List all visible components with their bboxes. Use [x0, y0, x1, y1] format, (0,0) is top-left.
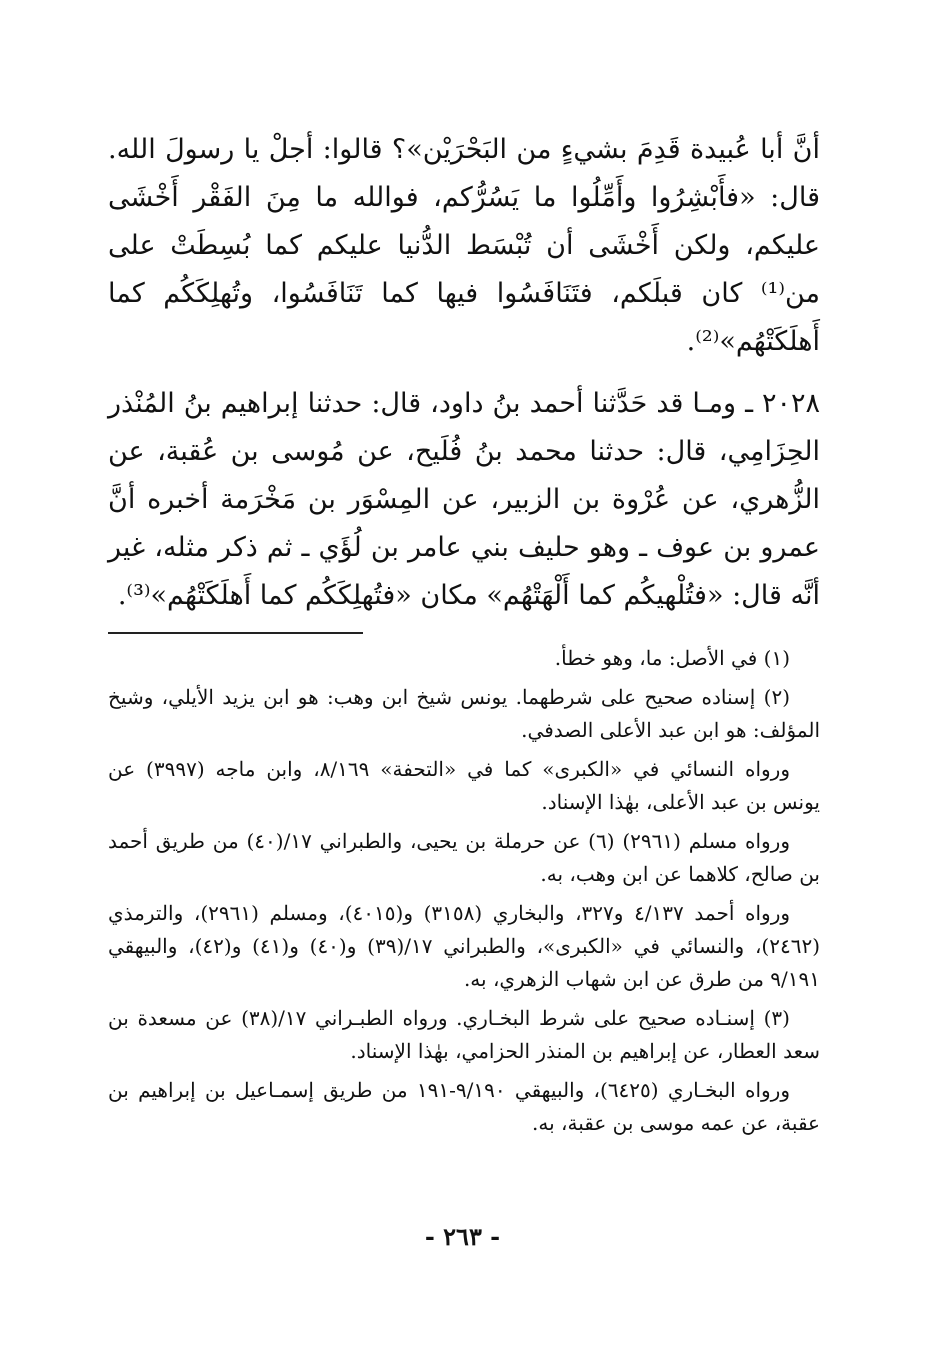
footnote-divider: [108, 632, 363, 634]
footnote-3-continued: ورواه البخـاري (٦٤٢٥)، والبيهقي ٩/١٩٠-١٩١ من طريق إسمـاعيل بن إبراهيم بن عقبة، عن عمه موسى بن عقبة، به.: [108, 1078, 820, 1135]
footnote-2-continued: ورواه مسلم (٢٩٦١) (٦) عن حرملة بن يحيى، والطبراني ١٧/(٤٠) من طريق أحمد بن صالح، كلاهما عن ابن وهب، به.: [108, 829, 820, 886]
footnote-3: (٣) إسنـاده صحيح على شرط البخـاري. ورواه الطبـراني ١٧/(٣٨) عن مسعدة بن سعد العطار، عن إبراهيم بن المنذر الحزامي، بهٰذا الإسناد.: [108, 1006, 820, 1063]
main-text: [108, 126, 820, 620]
footnote-1: (١) في الأصل: ما، وهو خطأ.: [554, 646, 790, 670]
footnote-2: (٢) إسناده صحيح على شرطهما. يونس شيخ ابن وهب: هو ابن يزيد الأيلي، وشيخ المؤلف: هو ابن عبد الأعلى الصدفي.: [108, 685, 820, 742]
page-content: [108, 126, 820, 1140]
main-paragraph: ٢٠٢٨ ـ ومـا قد حَدَّثنا أحمد بنُ داود، قال: حدثنا إبراهيم بنُ المُنْذر الحِزَامِي، قال: حدثنا محمد بنُ فُلَيح، عن مُوسى بن عُقبة، عن الزُّهري، عن عُرْوة بن الزبير، عن المِسْوَر بن مَخْرَمة أخبره أنَّ عمرو بن عوف ـ وهو حليف بني عامر بن لُؤَي ـ ثم ذكر مثله، غير أنَّه قال: «فتُلْهيكُم كما أَلْهَتْهُم» مكان «فتُهلِكَكُم كما أَهلَكَتْهُم»⁽³⁾.: [108, 388, 820, 611]
footnote-2-continued: ورواه أحمد ٤/١٣٧ و٣٢٧، والبخاري (٣١٥٨) و(٤٠١٥)، ومسلم (٢٩٦١)، والترمذي (٢٤٦٢)، والنسائي في «الكبرى»، والطبراني ١٧/(٣٩) و(٤٠) و(٤١) و(٤٢)، والبيهقي ٩/١٩١ من طرق عن ابن شهاب الزهري، به.: [108, 901, 820, 991]
footnote-2-continued: ورواه النسائي في «الكبرى» كما في «التحفة» ٨/١٦٩، وابن ماجه (٣٩٩٧) عن يونس بن عبد الأعلى، بهٰذا الإسناد.: [108, 757, 820, 814]
main-paragraph: أنَّ أبا عُبيدة قَدِمَ بشيءٍ من البَحْرَيْن»؟ قالوا: أجلْ يا رسولَ الله. قال: «فأَبْشِرُوا وأَمِّلُوا ما يَسُرُّكم، فوالله ما مِنَ الفَقْر أَخْشَى عليكم، ولكن أَخْشَى أن تُبْسَط الدُّنيا عليكم كما بُسِطَتْ على من⁽¹⁾ كان قبلَكم، فتَنَافَسُوا فيها كما تَنَافَسُوا، وتُهلِكَكُم كما أَهلَكَتْهُم»⁽²⁾.: [108, 134, 820, 357]
footnotes: [108, 642, 820, 1140]
page-number: - ٢٦٣ -: [424, 1222, 501, 1251]
